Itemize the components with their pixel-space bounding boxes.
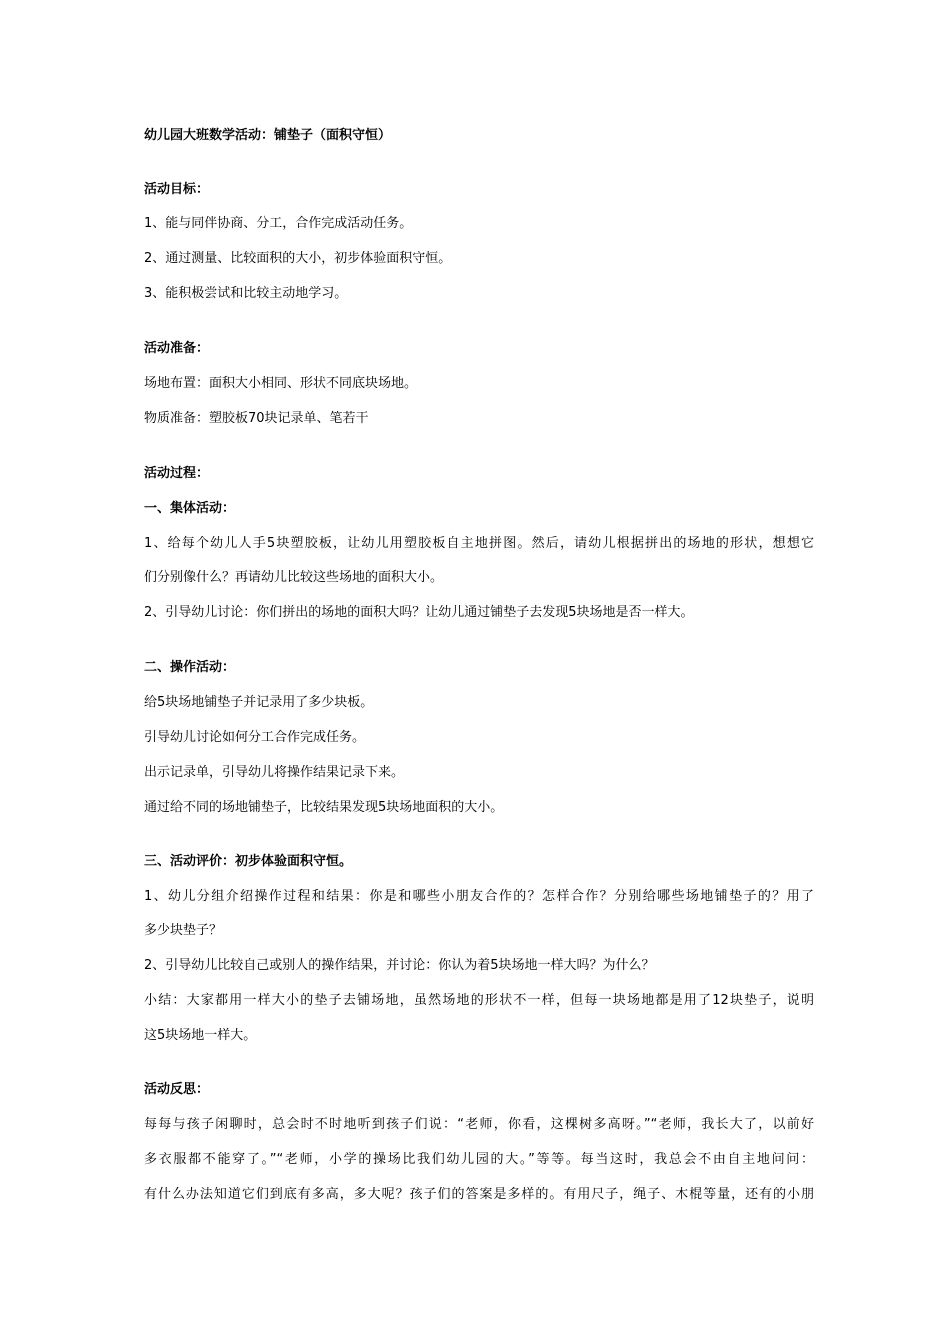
operation-item: 通过给不同的场地铺垫子，比较结果发现5块场地面积的大小。 xyxy=(144,800,504,815)
operation-item: 引导幼儿讨论如何分工合作完成任务。 xyxy=(144,730,366,745)
evaluation-summary-line-2: 这5块场地一样大。 xyxy=(144,1028,257,1043)
reflection-line: 每每与孩子闲聊时，总会时不时地听到孩子们说：“老师，你看，这棵树多高呀。”“老师，我长大了，以前好 xyxy=(144,1117,814,1132)
group-activity-item-2: 2、引导幼儿讨论：你们拼出的场地的面积大吗？让幼儿通过铺垫子去发现5块场地是否一样大。 xyxy=(144,605,694,620)
preparation-heading: 活动准备： xyxy=(144,341,210,356)
goal-item: 2、通过测量、比较面积的大小，初步体验面积守恒。 xyxy=(144,251,452,266)
goal-item: 1、能与同伴协商、分工，合作完成活动任务。 xyxy=(144,216,413,231)
evaluation-item-2: 2、引导幼儿比较自己或别人的操作结果，并讨论：你认为着5块场地一样大吗？为什么？ xyxy=(144,958,655,973)
group-activity-item-1-line-2: 们分别像什么？再请幼儿比较这些场地的面积大小。 xyxy=(144,570,444,585)
reflection-line: 多衣服都不能穿了。”“老师，小学的操场比我们幼儿园的大。”等等。每当这时，我总会不由自主地问问： xyxy=(144,1152,814,1167)
group-activity-item-1-line-1: 1、给每个幼儿人手5块塑胶板，让幼儿用塑胶板自主地拼图。然后，请幼儿根据拼出的场地的形状，想想它 xyxy=(144,536,814,551)
operation-activity-heading: 二、操作活动： xyxy=(144,660,236,675)
reflection-line: 有什么办法知道它们到底有多高，多大呢？孩子们的答案是多样的。有用尺子，绳子、木棍等量，还有的小朋 xyxy=(144,1187,814,1202)
preparation-item: 物质准备：塑胶板70块记录单、笔若干 xyxy=(144,411,369,426)
evaluation-summary-line-1: 小结：大家都用一样大小的垫子去铺场地，虽然场地的形状不一样，但每一块场地都是用了12块垫子，说明 xyxy=(144,993,814,1008)
operation-item: 给5块场地铺垫子并记录用了多少块板。 xyxy=(144,695,374,710)
reflection-heading: 活动反思： xyxy=(144,1082,210,1097)
evaluation-heading: 三、活动评价：初步体验面积守恒。 xyxy=(144,854,353,869)
document-title: 幼儿园大班数学活动：铺垫子（面积守恒） xyxy=(144,128,392,143)
goal-item: 3、能积极尝试和比较主动地学习。 xyxy=(144,286,348,301)
goals-heading: 活动目标： xyxy=(144,182,210,197)
evaluation-item-1-line-2: 多少块垫子？ xyxy=(144,923,223,938)
operation-item: 出示记录单，引导幼儿将操作结果记录下来。 xyxy=(144,765,405,780)
group-activity-heading: 一、集体活动： xyxy=(144,501,236,516)
preparation-item: 场地布置：面积大小相同、形状不同底块场地。 xyxy=(144,376,418,391)
process-heading: 活动过程： xyxy=(144,466,210,481)
evaluation-item-1-line-1: 1、幼儿分组介绍操作过程和结果：你是和哪些小朋友合作的？怎样合作？分别给哪些场地铺垫子的？用了 xyxy=(144,889,814,904)
